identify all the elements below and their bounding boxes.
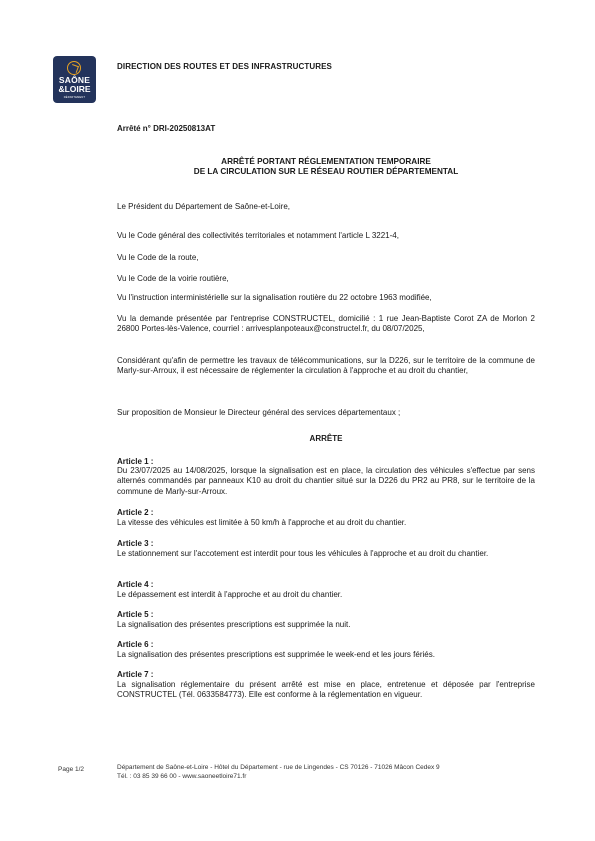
article-5-text: La signalisation des présentes prescriptions est supprimée la nuit. <box>117 620 351 629</box>
article-4-text: Le dépassement est interdit à l'approche et au droit du chantier. <box>117 590 343 599</box>
article-4-title: Article 4 : <box>117 580 154 589</box>
logo-line-3: DÉPARTEMENT <box>63 96 86 99</box>
document-title-line-1: ARRÊTÉ PORTANT RÉGLEMENTATION TEMPORAIRE <box>221 157 431 166</box>
department-logo <box>53 56 96 103</box>
logo-emblem-icon <box>67 61 81 75</box>
arrete-heading: ARRÊTE <box>309 434 343 443</box>
page-number: Page 1/2 <box>58 766 85 773</box>
direction-heading: DIRECTION DES ROUTES ET DES INFRASTRUCTURES <box>117 62 332 71</box>
article-7-title: Article 7 : <box>117 670 154 679</box>
arrete-reference: Arrêté n° DRI-20250813AT <box>117 124 216 133</box>
footer-line-2: Tél. : 03 85 39 66 00 - www.saoneetloire71.fr <box>117 773 247 780</box>
logo-line-2: &LOIRE <box>58 84 91 94</box>
document-title-line-2: DE LA CIRCULATION SUR LE RÉSEAU ROUTIER DÉPARTEMENTAL <box>193 167 459 176</box>
logo-line-1: SAÔNE <box>58 75 91 85</box>
article-1-text: Du 23/07/2025 au 14/08/2025, lorsque la signalisation est en place, la circulation des véhicules s'effectue par sens alternés commandés par panneaux K10 au droit du chantier situé sur la D226 du PR2 au PR8, sur le territoire de la commune de Marly-sur-Arroux. <box>117 466 535 496</box>
vu-code-voirie: Vu le Code de la voirie routière, <box>117 274 229 283</box>
proposition: Sur proposition de Monsieur le Directeur général des services départementaux ; <box>117 408 401 417</box>
vu-instruction: Vu l'instruction interministérielle sur la signalisation routière du 22 octobre 1963 modifiée, <box>117 293 432 302</box>
article-6-text: La signalisation des présentes prescriptions est supprimée le week-end et les jours fériés. <box>117 650 435 659</box>
vu-cgct: Vu le Code général des collectivités territoriales et notamment l'article L 3221-4, <box>117 231 399 240</box>
article-3-text: Le stationnement sur l'accotement est interdit pour tous les véhicules à l'approche et au droit du chantier. <box>117 549 489 558</box>
article-3-title: Article 3 : <box>117 539 154 548</box>
article-6-title: Article 6 : <box>117 640 154 649</box>
article-2-title: Article 2 : <box>117 508 154 517</box>
article-5-title: Article 5 : <box>117 610 154 619</box>
vu-demande: Vu la demande présentée par l'entreprise CONSTRUCTEL, domicilié : 1 rue Jean-Baptiste Corot ZA de Morlon 2 26800 Portes-lès-Valence, courriel : arrivesplanpoteaux@constructel.fr, du 08/07/2025, <box>117 314 535 334</box>
article-2-text: La vitesse des véhicules est limitée à 50 km/h à l'approche et au droit du chantier. <box>117 518 407 527</box>
footer-line-1: Département de Saône-et-Loire - Hôtel du Département - rue de Lingendes - CS 70126 - 71026 Mâcon Cedex 9 <box>117 764 440 771</box>
president-line: Le Président du Département de Saône-et-Loire, <box>117 202 290 211</box>
article-1-title: Article 1 : <box>117 457 154 466</box>
considerant: Considérant qu'afin de permettre les travaux de télécommunications, sur la D226, sur le territoire de la commune de Marly-sur-Arroux, il est nécessaire de réglementer la circulation à l'approche et au droit du chantier, <box>117 356 535 376</box>
footer-address <box>117 763 537 781</box>
article-7-text: La signalisation réglementaire du présent arrêté est mise en place, entretenue et déposée par l'entreprise CONSTRUCTEL (Tél. 0633584773). Elle est conforme à la réglementation en vigueur. <box>117 680 535 700</box>
vu-code-route: Vu le Code de la route, <box>117 253 199 262</box>
